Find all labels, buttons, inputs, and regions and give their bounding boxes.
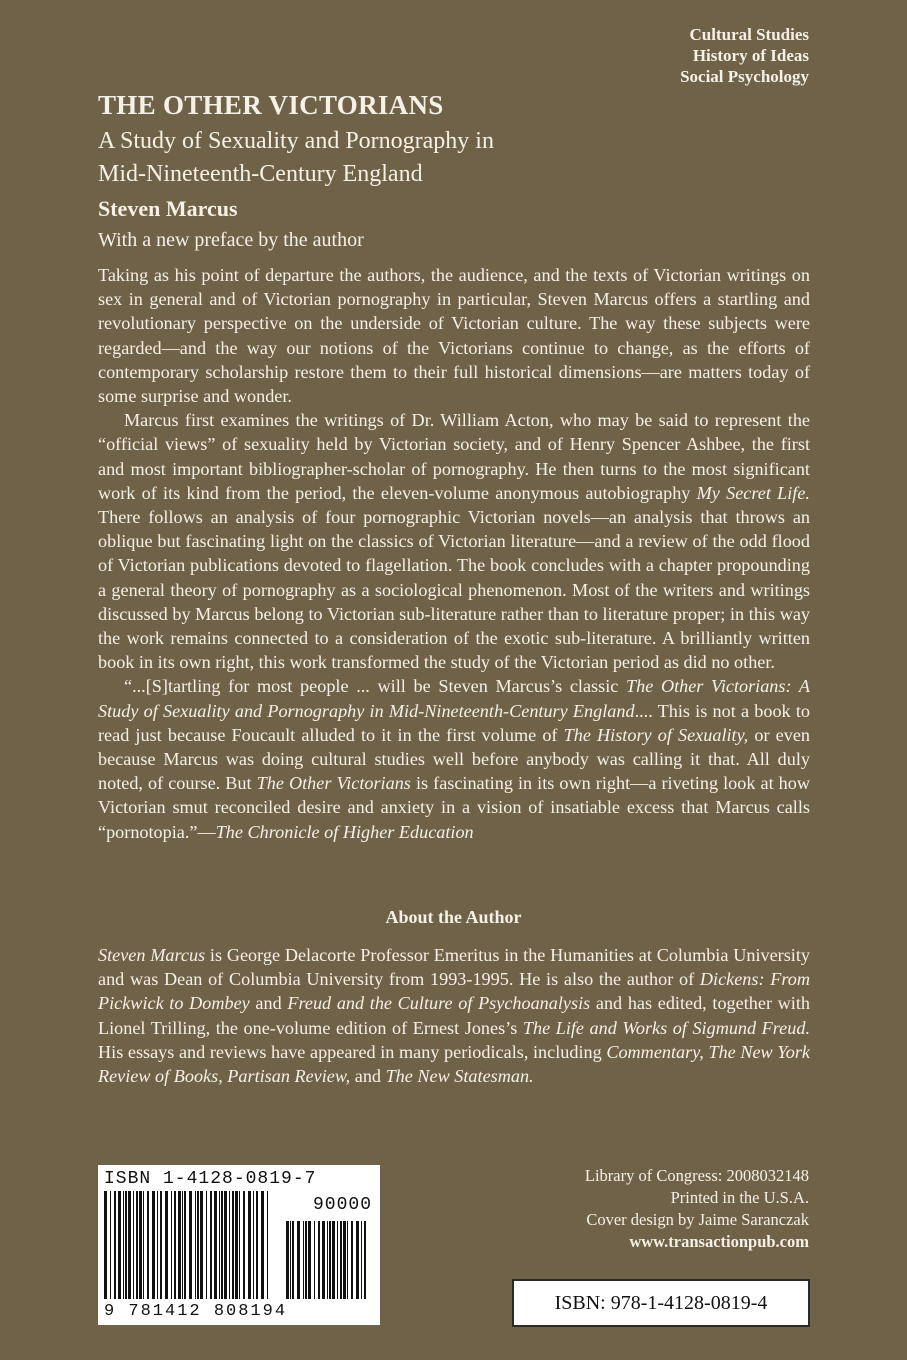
printed-in: Printed in the U.S.A. (670, 1188, 809, 1207)
preface-note: With a new preface by the author (98, 229, 364, 251)
about-author-heading: About the Author (385, 907, 522, 927)
imprint-info (585, 1165, 809, 1253)
para2-title-my-secret-life: My Secret Life. (696, 482, 810, 503)
about-author-paragraph (98, 943, 810, 1088)
category-social-psychology: Social Psychology (680, 67, 809, 86)
about-title-dickens: Dickens: From Pickwick to Dombey (98, 969, 811, 1014)
book-subtitle (98, 125, 618, 191)
quote-text-c: or even because Marcus was doing cultural studies well before anybody was calling it that. All duly noted, of course. But (98, 724, 810, 794)
review-quote (98, 674, 810, 843)
about-author-name: Steven Marcus (98, 945, 206, 965)
about-author (98, 943, 810, 1088)
cover-design-credit: Cover design by Jaime Saranczak (586, 1210, 809, 1229)
subtitle-line-2: Mid-Nineteenth-Century England (98, 161, 423, 187)
quote-text-a: “...[S]tartling for most people ... will be Steven Marcus’s classic (124, 676, 626, 697)
quote-title-other-victorians: The Other Victorians: A Study of Sexuality and Pornography in Mid-Nineteenth-Century England (98, 676, 810, 721)
quote-source: The Chronicle of Higher Education (215, 821, 474, 842)
barcode-digits: 9 781412 808194 (104, 1302, 288, 1321)
barcode (98, 1165, 380, 1325)
description-paragraph-2 (98, 408, 810, 674)
about-text-a: is George Delacorte Professor Emeritus in the Humanities at Columbia University and was Dean of Columbia University from 1993-1995. He is also the author of (98, 945, 810, 990)
about-text-e: and (350, 1066, 386, 1087)
author-name: Steven Marcus (98, 196, 238, 221)
barcode-main-bars (102, 1191, 272, 1299)
about-title-freud-culture: Freud and the Culture of Psychoanalysis (287, 993, 591, 1014)
about-text-b: and (249, 993, 288, 1014)
library-of-congress: Library of Congress: 2008032148 (584, 1166, 809, 1185)
isbn13-box: ISBN: 978-1-4128-0819-4 (512, 1279, 810, 1327)
quote-text-b: .... This is not a book to read just because Foucault alluded to it in the first volume of (98, 700, 810, 745)
quote-text-d: is fascinating in its own right—a riveting look at how Victorian smut reconciled desire and anxiety in a vision of insatiable excess that Marcus calls “pornotopia.”— (98, 773, 810, 842)
quote-title-history-of-sexuality: The History of Sexuality, (563, 724, 749, 745)
quote-title-other-victorians-short: The Other Victorians (256, 773, 411, 794)
para2-text-a: Marcus first examines the writings of Dr. William Acton, who may be said to represent the “official views” of sexuality held by Victorian society, and of Henry Spencer Ashbee, the first and most important bibliographer-scholar of pornography. He then turns to the most significant work of its kind from the period, the eleven-volume anonymous autobiography (98, 410, 810, 503)
category-history-of-ideas: History of Ideas (692, 46, 809, 65)
publisher-website: www.transactionpub.com (629, 1232, 809, 1251)
subject-categories (680, 24, 809, 87)
about-text-c: and has edited, together with Lionel Trilling, the one-volume edition of Ernest Jones’s (98, 993, 811, 1038)
subtitle-line-1: A Study of Sexuality and Pornography in (98, 128, 494, 154)
description-paragraph-1: Taking as his point of departure the authors, the audience, and the texts of Victorian writings on sex in general and of Victorian pornography in particular, Steven Marcus offers a startling and revolutionary perspective on the underside of Victorian culture. The way these subjects were regarded—and the way our notions of the Victorians continue to change, as the efforts of contemporary scholarship restore them to their full historical dimensions—are matters today of some surprise and wonder. (98, 265, 810, 407)
category-cultural-studies: Cultural Studies (689, 25, 809, 44)
barcode-isbn10: ISBN 1-4128-0819-7 (104, 1169, 317, 1189)
book-title: THE OTHER VICTORIANS (98, 90, 444, 120)
description (98, 263, 810, 844)
barcode-price-code: 90000 (312, 1195, 372, 1215)
para2-text-b: There follows an analysis of four pornographic Victorian novels—an analysis that throws an oblique but fascinating light on the classics of Victorian literature—and a review of the odd flood of Victorian publications devoted to flagellation. The book concludes with a chapter propounding a general theory of pornography as a sociological phenomenon. Most of the writers and writings discussed by Marcus belong to Victorian sub-literature rather than to literature proper; in this way the work remains connected to a consideration of the exotic sub-literature. A brilliantly written book in its own right, this work transformed the study of the Victorian period as did no other. (98, 507, 810, 673)
about-periodicals: Commentary, The New York Review of Books, Partisan Review, (98, 1041, 810, 1087)
about-text-d: His essays and reviews have appeared in many periodicals, including (98, 1041, 607, 1062)
barcode-price-bars (284, 1221, 372, 1299)
about-periodical-new-statesman: The New Statesman. (385, 1066, 534, 1087)
about-title-life-works-freud: The Life and Works of Sigmund Freud. (522, 1017, 810, 1038)
